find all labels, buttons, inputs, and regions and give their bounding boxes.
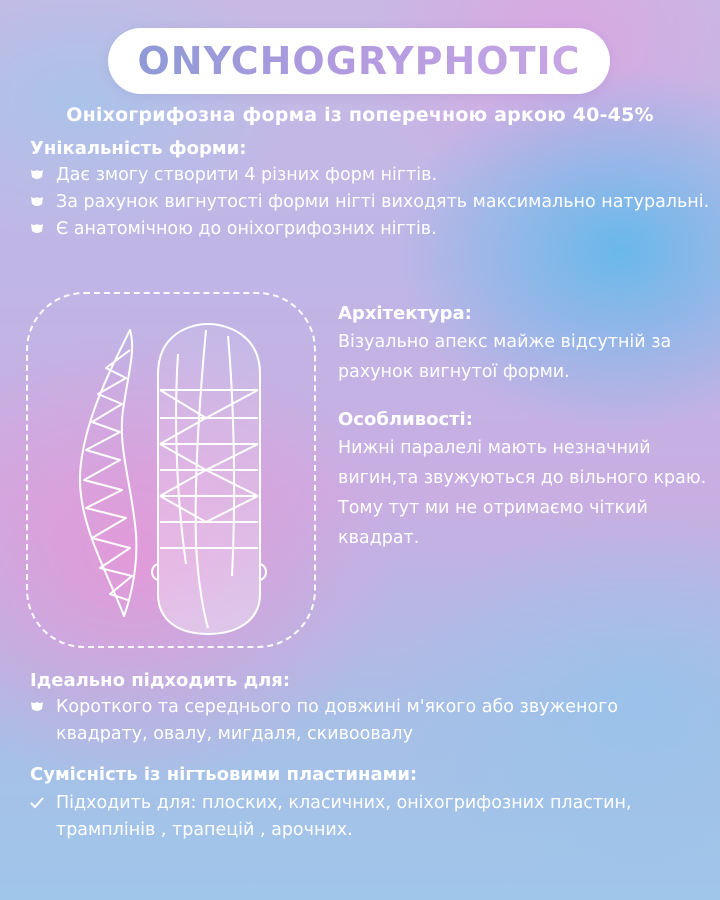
list-item — [30, 189, 710, 216]
uniqueness-heading: Унікальність форми: — [30, 138, 247, 159]
compatibility-heading: Сумісність із нігтьовими пластинами: — [30, 764, 418, 785]
ideal-list — [30, 694, 710, 748]
nail-form-illustration — [28, 294, 314, 646]
nail-illustration-frame — [26, 292, 316, 648]
features-heading: Особливості: — [338, 409, 473, 430]
list-item — [30, 216, 710, 243]
architecture-text: Візуально апекс майже відсутній за рахунок вигнутої форми. — [338, 332, 672, 382]
subtitle: Оніхогрифозна форма із поперечною аркою 40-45% — [66, 104, 654, 126]
ideal-heading: Ідеально підходить для: — [30, 670, 291, 691]
features-text: Нижні паралелі мають незначний вигин,та звужуються до вільного краю. Тому тут ми не отримаємо чіткий квадрат. — [338, 438, 707, 548]
architecture-heading: Архітектура: — [338, 303, 472, 324]
list-item-text: Є анатомічною до оніхогрифозних нігтів. — [56, 219, 437, 239]
page-title: ONYCHOGRYPHOTIC — [137, 39, 581, 83]
list-item — [30, 694, 710, 748]
check-icon — [30, 797, 44, 809]
nail-icon — [30, 169, 44, 181]
list-item-text: За рахунок вигнутості форми нігті виходять максимально натуральні. — [56, 192, 710, 212]
nail-icon — [30, 701, 44, 713]
architecture-section — [338, 300, 708, 387]
nail-side-view — [80, 330, 136, 616]
list-item-text: Дає змогу створити 4 різних форм нігтів. — [56, 165, 438, 185]
list-item — [30, 162, 710, 189]
nail-top-view — [152, 324, 266, 634]
title-banner — [108, 28, 610, 94]
nail-icon — [30, 223, 44, 235]
nail-icon — [30, 196, 44, 208]
uniqueness-list — [30, 162, 710, 243]
list-item — [30, 790, 710, 844]
list-item-text: Короткого та середнього по довжині м'якого або звуженого квадрату, овалу, мигдаля, скивоовалу — [56, 697, 619, 744]
compatibility-list — [30, 790, 710, 844]
list-item-text: Підходить для: плоских, класичних, оніхогрифозних пластин, трамплінів , трапецій , арочних. — [56, 793, 632, 840]
features-section — [338, 406, 708, 553]
